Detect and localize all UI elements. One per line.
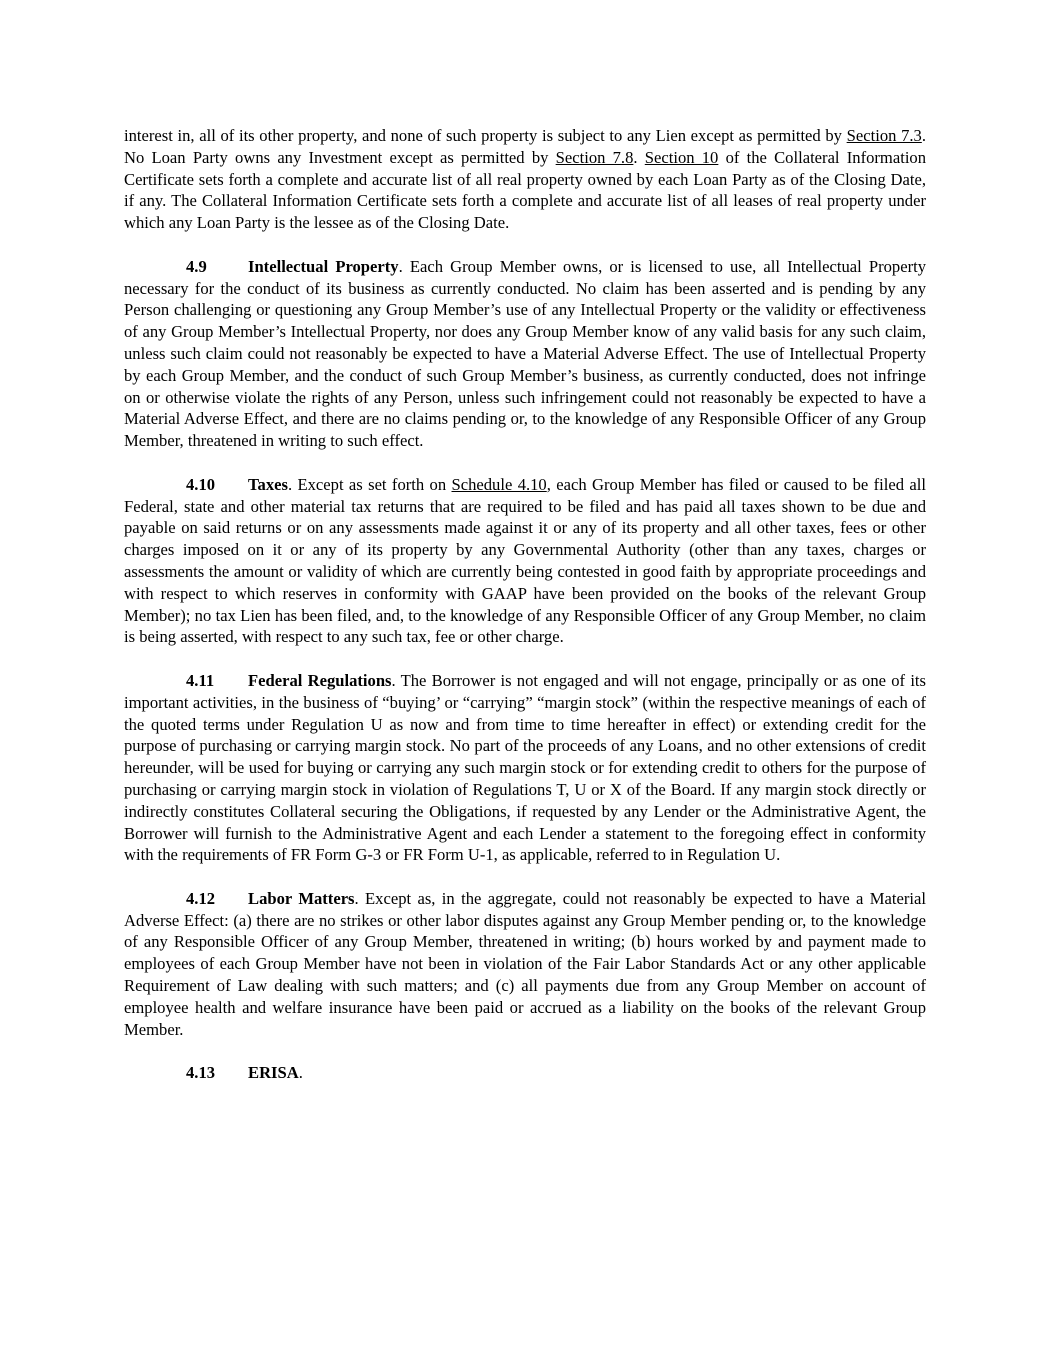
paragraph-continuation (124, 125, 926, 234)
section-heading: Intellectual Property (248, 256, 399, 276)
section-number: 4.12 (186, 888, 216, 908)
section-heading: Federal Regulations (248, 670, 392, 690)
section-body: . Except as, in the aggregate, could not reasonably be expected to have a Material Adverse Effect: (a) there are no strikes or other labor disputes against any Group Member pending or, to the knowledge of any Responsible Officer of any Group Member, threatened in writing; (b) hours worked by and payment made to employees of each Group Member have not been in violation of the Fair Labor Standards Act or any other applicable Requirement of Law dealing with such matters; and (c) all payments due from any Group Member on account of employee health and welfare insurance have been paid or accrued as a liability on the books of the relevant Group Member. (124, 888, 926, 1039)
section-number: 4.13 (186, 1063, 216, 1083)
section-body: . The Borrower is not engaged and will not engage, principally or as one of its important activities, in the business of “buying’ or “carrying” “margin stock” (within the respective meanings of each of the quoted terms under Regulation U as now and from time to time hereafter in effect) or extending credit for the purpose of purchasing or carrying margin stock. No part of the proceeds of any Loans, and no other extensions of credit hereunder, will be used for buying or carrying any such margin stock or for extending credit to others for the purpose of purchasing or carrying margin stock in violation of Regulations T, U or X of the Board. If any margin stock directly or indirectly constitutes Collateral securing the Obligations, if requested by any Lender or the Administrative Agent, the Borrower will furnish to the Administrative Agent and each Lender a statement to the foregoing effect in conformity with the requirements of FR Form G-3 or FR Form U-1, as applicable, referred to in Regulation U. (124, 670, 926, 865)
text: . (633, 147, 645, 167)
section-heading: Labor Matters (248, 888, 355, 908)
document-page (124, 125, 926, 1084)
section-4-12 (124, 888, 926, 1041)
cross-reference-link[interactable]: Schedule 4.10 (451, 474, 547, 494)
section-heading: Taxes (248, 474, 288, 494)
cross-reference-link[interactable]: Section 10 (644, 147, 719, 167)
text: . No Loan Party owns any Investment except as permitted by (124, 126, 926, 167)
text: of the Collateral Information Certificate sets forth a complete and accurate list of all real property owned by each Loan Party as of the Closing Date, if any. The Collateral Information Certificate sets forth a complete and accurate list of all leases of real property under which any Loan Party is the lessee as of the Closing Date. (124, 147, 927, 233)
text: . Except as set forth on (287, 474, 452, 494)
cross-reference-link[interactable]: Section 7.8 (555, 147, 634, 167)
section-body: , each Group Member has filed or caused to be filed all Federal, state and other material tax returns that are required to be filed and has paid all taxes shown to be due and payable on said returns or on any assessments made against it or any of its property and all other taxes, fees or other charges imposed on it or any of its property by any Governmental Authority (other than any taxes, charges or assessments the amount or validity of which are currently being contested in good faith by appropriate proceedings and with respect to which reserves in conformity with GAAP have been provided on the books of the relevant Group Member); no tax Lien has been filed, and, to the knowledge of any Responsible Officer of any Group Member, no claim is being asserted, with respect to any such tax, fee or other charge. (124, 474, 926, 647)
section-4-11 (124, 670, 926, 866)
section-body: . (298, 1063, 303, 1083)
section-number: 4.9 (186, 256, 207, 276)
section-number: 4.10 (186, 474, 216, 494)
cross-reference-link[interactable]: Section 7.3 (846, 126, 922, 145)
text: interest in, all of its other property, and none of such property is subject to any Lien except as permitted by (124, 126, 847, 145)
section-body: . Each Group Member owns, or is licensed to use, all Intellectual Property necessary for the conduct of its business as currently conducted. No claim has been asserted and is pending by any Person challenging or questioning any Group Member’s use of any Intellectual Property or the validity or effectiveness of any Group Member’s Intellectual Property, nor does any Group Member know of any valid basis for any such claim, unless such claim could not reasonably be expected to have a Material Adverse Effect. The use of Intellectual Property by each Group Member, and the conduct of such Group Member’s business, as currently conducted, does not infringe on or otherwise violate the rights of any Person, unless such infringement could not reasonably be expected to have a Material Adverse Effect, and there are no claims pending or, to the knowledge of any Responsible Officer of any Group Member, threatened in writing to such effect. (124, 256, 927, 451)
section-4-10 (124, 474, 926, 648)
section-heading: ERISA (248, 1063, 299, 1083)
section-number: 4.11 (186, 670, 215, 690)
section-4-13 (124, 1062, 926, 1084)
section-4-9 (124, 256, 926, 452)
